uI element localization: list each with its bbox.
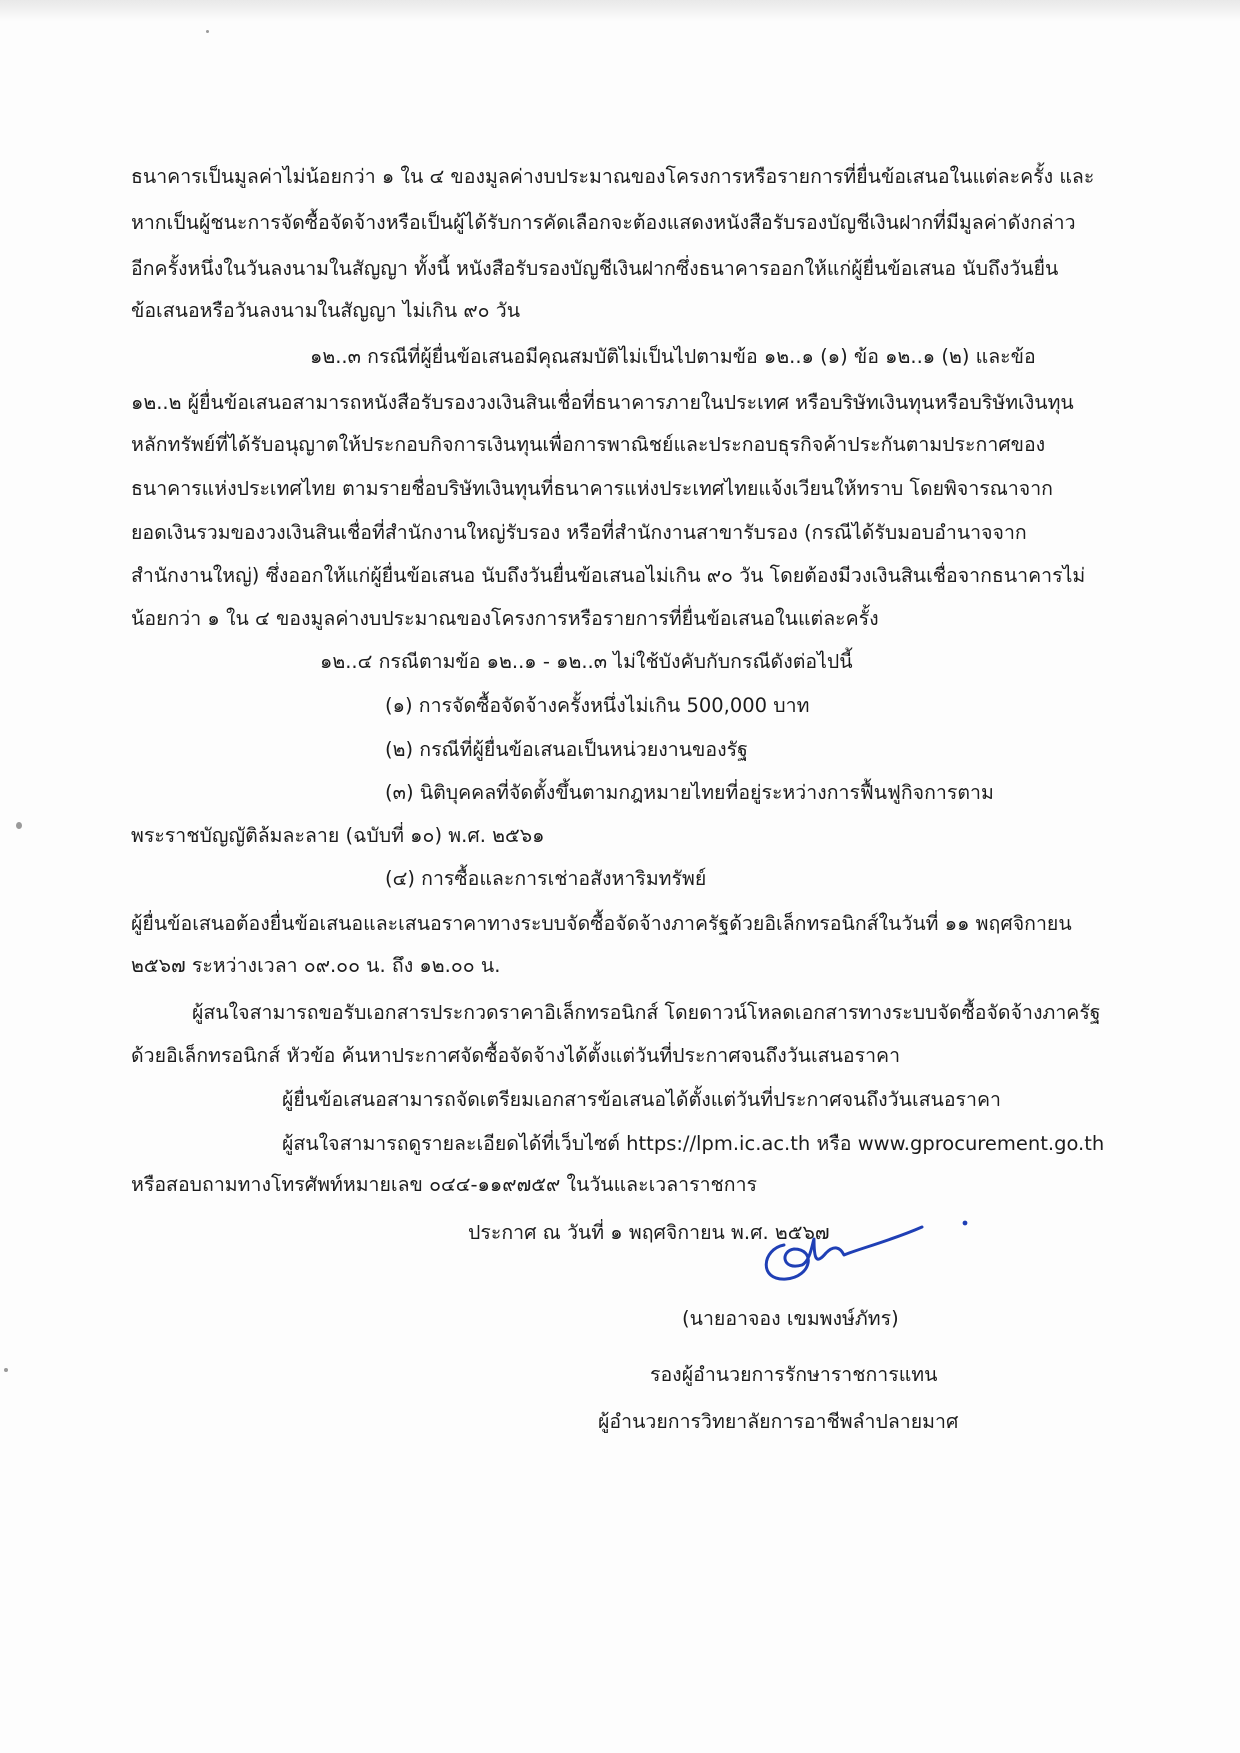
paragraph-line: น้อยกว่า ๑ ใน ๔ ของมูลค่างบประมาณของโครงการหรือรายการที่ยื่นข้อเสนอในแต่ละครั้ง <box>131 607 879 630</box>
paragraph-line: ธนาคารแห่งประเทศไทย ตามรายชื่อบริษัทเงินทุนที่ธนาคารแห่งประเทศไทยแจ้งเวียนให้ทราบ โดยพิจารณาจาก <box>131 477 1053 500</box>
signer-title-1: รองผู้อำนวยการรักษาราชการแทน <box>650 1363 938 1386</box>
paragraph-line: ยอดเงินรวมของวงเงินสินเชื่อที่สำนักงานใหญ่รับรอง หรือที่สำนักงานสาขารับรอง (กรณีได้รับมอบอำนาจจาก <box>131 521 1027 544</box>
paragraph-line: ๑๒..๒ ผู้ยื่นข้อเสนอสามารถหนังสือรับรองวงเงินสินเชื่อที่ธนาคารภายในประเทศ หรือบริษัทเงินทุนหรือบริษัทเงินทุน <box>131 391 1074 414</box>
scan-speck <box>16 822 22 829</box>
paragraph-line: หากเป็นผู้ชนะการจัดซื้อจัดจ้างหรือเป็นผู้ได้รับการคัดเลือกจะต้องแสดงหนังสือรับรองบัญชีเงินฝากที่มีมูลค่าดังกล่าว <box>131 211 1076 234</box>
clause-12-4-heading: ๑๒..๔ กรณีตามข้อ ๑๒..๑ - ๑๒..๓ ไม่ใช้บังคับกับกรณีดังต่อไปนี้ <box>320 650 853 673</box>
paragraph-line: หรือสอบถามทางโทรศัพท์หมายเลข ๐๔๔-๑๑๙๗๕๙ ในวันและเวลาราชการ <box>131 1173 757 1196</box>
paragraph-line: ผู้สนใจสามารถดูรายละเอียดได้ที่เว็บไซต์ https://lpm.ic.ac.th หรือ www.gprocurement.go.th <box>282 1132 1105 1155</box>
signer-name: (นายอาจอง เขมพงษ์ภัทร) <box>682 1307 899 1330</box>
paragraph-line: หลักทรัพย์ที่ได้รับอนุญาตให้ประกอบกิจการเงินทุนเพื่อการพาณิชย์และประกอบธุรกิจค้าประกันตามประกาศของ <box>131 433 1046 456</box>
paragraph-line: ๒๕๖๗ ระหว่างเวลา ๐๙.๐๐ น. ถึง ๑๒.๐๐ น. <box>131 954 501 977</box>
paragraph-line: ผู้สนใจสามารถขอรับเอกสารประกวดราคาอิเล็กทรอนิกส์ โดยดาวน์โหลดเอกสารทางระบบจัดซื้อจัดจ้างภาครัฐ <box>192 1001 1101 1024</box>
exception-item-3-cont: พระราชบัญญัติล้มละลาย (ฉบับที่ ๑๐) พ.ศ. ๒๕๖๑ <box>131 824 545 847</box>
announcement-date: ประกาศ ณ วันที่ ๑ พฤศจิกายน พ.ศ. ๒๕๖๗ <box>468 1221 830 1244</box>
scan-speck <box>206 30 209 33</box>
paragraph-line: สำนักงานใหญ่) ซึ่งออกให้แก่ผู้ยื่นข้อเสนอ นับถึงวันยื่นข้อเสนอไม่เกิน ๙๐ วัน โดยต้องมีวงเงินสินเชื่อจากธนาคารไม่ <box>131 564 1086 587</box>
paragraph-line: ข้อเสนอหรือวันลงนามในสัญญา ไม่เกิน ๙๐ วัน <box>131 299 521 322</box>
exception-item-2: (๒) กรณีที่ผู้ยื่นข้อเสนอเป็นหน่วยงานของรัฐ <box>385 738 748 761</box>
paragraph-line: ผู้ยื่นข้อเสนอสามารถจัดเตรียมเอกสารข้อเสนอได้ตั้งแต่วันที่ประกาศจนถึงวันเสนอราคา <box>282 1088 1001 1111</box>
paragraph-line: อีกครั้งหนึ่งในวันลงนามในสัญญา ทั้งนี้ หนังสือรับรองบัญชีเงินฝากซึ่งธนาคารออกให้แก่ผู้ยื่นข้อเสนอ นับถึงวันยื่น <box>131 257 1059 280</box>
exception-item-3: (๓) นิติบุคคลที่จัดตั้งขึ้นตามกฎหมายไทยที่อยู่ระหว่างการฟื้นฟูกิจการตาม <box>385 781 994 804</box>
scan-speck <box>4 1368 8 1372</box>
paragraph-line: ด้วยอิเล็กทรอนิกส์ หัวข้อ ค้นหาประกาศจัดซื้อจัดจ้างได้ตั้งแต่วันที่ประกาศจนถึงวันเสนอราคา <box>131 1044 901 1067</box>
clause-12-3-heading: ๑๒..๓ กรณีที่ผู้ยื่นข้อเสนอมีคุณสมบัติไม่เป็นไปตามข้อ ๑๒..๑ (๑) ข้อ ๑๒..๑ (๒) และข้อ <box>310 345 1036 368</box>
scan-edge-shadow <box>0 0 1240 22</box>
paragraph-line: ผู้ยื่นข้อเสนอต้องยื่นข้อเสนอและเสนอราคาทางระบบจัดซื้อจัดจ้างภาครัฐด้วยอิเล็กทรอนิกส์ในวันที่ ๑๑ พฤศจิกายน <box>131 912 1072 935</box>
handwritten-signature <box>740 1215 980 1295</box>
paragraph-line: ธนาคารเป็นมูลค่าไม่น้อยกว่า ๑ ใน ๔ ของมูลค่างบประมาณของโครงการหรือรายการที่ยื่นข้อเสนอในแต่ละครั้ง และ <box>131 165 1095 188</box>
signer-title-2: ผู้อำนวยการวิทยาลัยการอาชีพลำปลายมาศ <box>598 1410 959 1433</box>
exception-item-4: (๔) การซื้อและการเช่าอสังหาริมทรัพย์ <box>385 867 707 890</box>
exception-item-1: (๑) การจัดซื้อจัดจ้างครั้งหนึ่งไม่เกิน 500,000 บาท <box>385 694 810 717</box>
